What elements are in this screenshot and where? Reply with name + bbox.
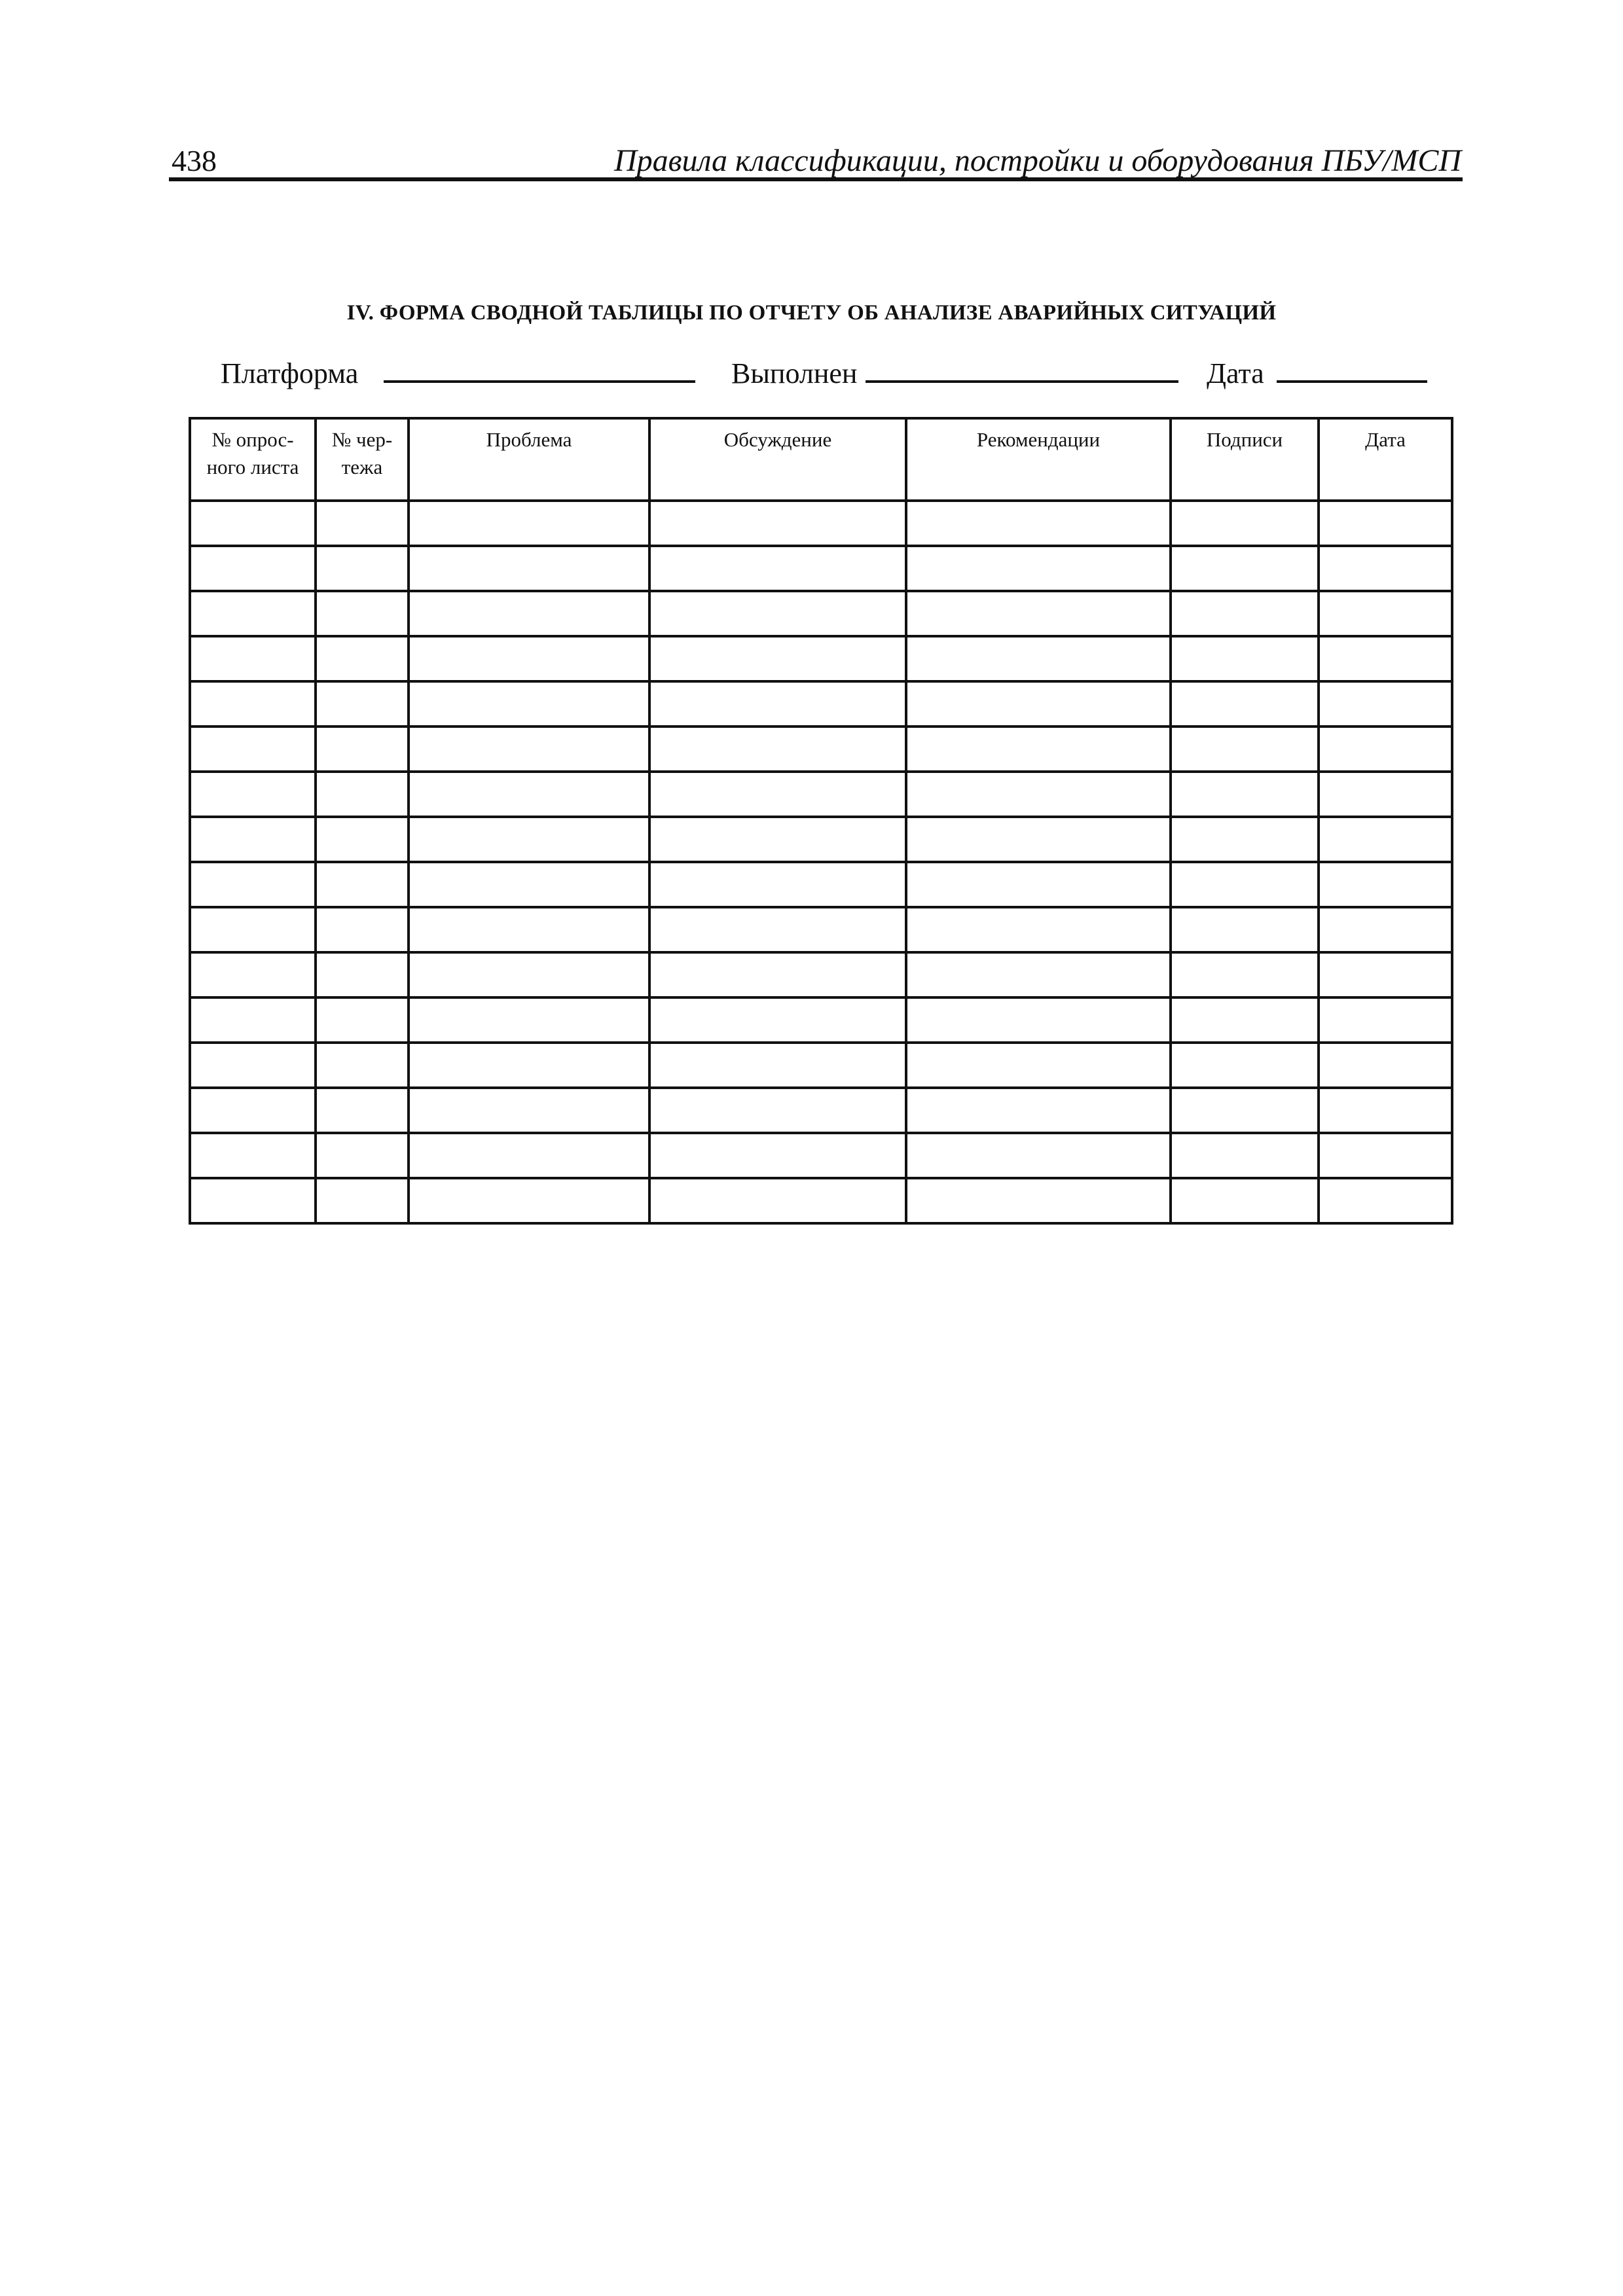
- table-cell[interactable]: [316, 591, 409, 636]
- table-cell[interactable]: [316, 501, 409, 546]
- table-cell[interactable]: [1171, 817, 1319, 862]
- table-cell[interactable]: [906, 952, 1171, 997]
- table-cell[interactable]: [1319, 952, 1452, 997]
- table-cell[interactable]: [316, 952, 409, 997]
- table-cell[interactable]: [1319, 501, 1452, 546]
- table-row: [190, 1088, 1452, 1133]
- table-cell[interactable]: [316, 1133, 409, 1178]
- table-cell[interactable]: [190, 1043, 316, 1088]
- table-row: [190, 546, 1452, 591]
- section-title: IV. ФОРМА СВОДНОЙ ТАБЛИЦЫ ПО ОТЧЕТУ ОБ АНАЛИЗЕ АВАРИЙНЫХ СИТУАЦИЙ: [346, 301, 1277, 325]
- table-cell[interactable]: [190, 1088, 316, 1133]
- table-cell[interactable]: [409, 636, 649, 681]
- table-cell[interactable]: [1319, 1043, 1452, 1088]
- table-row: [190, 997, 1452, 1043]
- table-cell[interactable]: [1319, 817, 1452, 862]
- table-cell[interactable]: [409, 997, 649, 1043]
- table-cell[interactable]: [190, 1178, 316, 1223]
- table-cell[interactable]: [649, 862, 906, 907]
- table-row: [190, 907, 1452, 952]
- table-cell[interactable]: [409, 862, 649, 907]
- table-cell[interactable]: [409, 1088, 649, 1133]
- table-cell[interactable]: [190, 636, 316, 681]
- performed-label: Выполнен: [731, 357, 858, 389]
- table-cell[interactable]: [1319, 1178, 1452, 1223]
- table-row: [190, 681, 1452, 726]
- table-cell[interactable]: [190, 862, 316, 907]
- table-cell[interactable]: [1171, 997, 1319, 1043]
- table-cell[interactable]: [409, 1043, 649, 1088]
- table-cell[interactable]: [409, 817, 649, 862]
- table-cell[interactable]: [316, 907, 409, 952]
- table-cell[interactable]: [649, 1178, 906, 1223]
- table-cell[interactable]: [190, 817, 316, 862]
- table-cell[interactable]: [1171, 862, 1319, 907]
- table-cell[interactable]: [190, 726, 316, 772]
- table-cell[interactable]: [649, 1088, 906, 1133]
- table-cell[interactable]: [906, 1178, 1171, 1223]
- table-cell[interactable]: [906, 681, 1171, 726]
- table-cell[interactable]: [649, 997, 906, 1043]
- table-cell[interactable]: [1319, 1133, 1452, 1178]
- table-cell[interactable]: [1319, 591, 1452, 636]
- table-cell[interactable]: [1171, 1133, 1319, 1178]
- table-cell[interactable]: [409, 907, 649, 952]
- table-cell[interactable]: [1319, 681, 1452, 726]
- table-row: [190, 1133, 1452, 1178]
- table-cell[interactable]: [906, 1088, 1171, 1133]
- table-cell[interactable]: [649, 591, 906, 636]
- table-cell[interactable]: [649, 952, 906, 997]
- table-cell[interactable]: [316, 817, 409, 862]
- table-cell[interactable]: [649, 546, 906, 591]
- column-header-questionnaire-no: № опрос- ного листа: [190, 418, 316, 501]
- table-cell[interactable]: [1319, 726, 1452, 772]
- table-cell[interactable]: [1171, 681, 1319, 726]
- table-header-row: [190, 418, 1452, 501]
- table-cell[interactable]: [1319, 546, 1452, 591]
- table-cell[interactable]: [316, 1043, 409, 1088]
- table-cell[interactable]: [409, 501, 649, 546]
- table-body: [190, 501, 1452, 1223]
- table-cell[interactable]: [316, 636, 409, 681]
- table-cell[interactable]: [409, 772, 649, 817]
- table-cell[interactable]: [649, 1043, 906, 1088]
- table-cell[interactable]: [190, 546, 316, 591]
- table-cell[interactable]: [409, 726, 649, 772]
- table-cell[interactable]: [906, 1043, 1171, 1088]
- table-cell[interactable]: [409, 1133, 649, 1178]
- table-cell[interactable]: [649, 636, 906, 681]
- table-cell[interactable]: [906, 546, 1171, 591]
- table-cell[interactable]: [906, 636, 1171, 681]
- table-row: [190, 501, 1452, 546]
- summary-table: [189, 417, 1453, 1225]
- table-cell[interactable]: [649, 681, 906, 726]
- table-cell[interactable]: [1319, 907, 1452, 952]
- platform-fill-line[interactable]: [384, 380, 695, 383]
- table-cell[interactable]: [906, 726, 1171, 772]
- table-cell[interactable]: [409, 591, 649, 636]
- column-header-recommendations: Рекомендации: [906, 418, 1171, 501]
- table-row: [190, 772, 1452, 817]
- table-cell[interactable]: [409, 681, 649, 726]
- column-header-drawing-no: № чер- тежа: [316, 418, 409, 501]
- table-cell[interactable]: [906, 817, 1171, 862]
- table-row: [190, 1178, 1452, 1223]
- table-cell[interactable]: [906, 997, 1171, 1043]
- table-cell[interactable]: [1171, 501, 1319, 546]
- table-cell[interactable]: [316, 726, 409, 772]
- table-cell[interactable]: [1319, 1088, 1452, 1133]
- table-cell[interactable]: [409, 952, 649, 997]
- table-cell[interactable]: [316, 862, 409, 907]
- table-cell[interactable]: [409, 546, 649, 591]
- date-fill-line[interactable]: [1277, 380, 1427, 383]
- table-cell[interactable]: [906, 862, 1171, 907]
- table-cell[interactable]: [649, 907, 906, 952]
- table-cell[interactable]: [1319, 997, 1452, 1043]
- table-cell[interactable]: [1319, 862, 1452, 907]
- table-row: [190, 817, 1452, 862]
- table-row: [190, 952, 1452, 997]
- table-cell[interactable]: [190, 681, 316, 726]
- table-cell[interactable]: [906, 772, 1171, 817]
- header-rule: [169, 177, 1463, 181]
- table-cell[interactable]: [190, 1133, 316, 1178]
- table-cell[interactable]: [316, 772, 409, 817]
- table-cell[interactable]: [190, 997, 316, 1043]
- performed-fill-line[interactable]: [866, 380, 1178, 383]
- table-cell[interactable]: [1171, 591, 1319, 636]
- table-cell[interactable]: [1171, 1178, 1319, 1223]
- table-cell[interactable]: [1171, 952, 1319, 997]
- table-cell[interactable]: [649, 1133, 906, 1178]
- table-row: [190, 591, 1452, 636]
- table-cell[interactable]: [1171, 907, 1319, 952]
- table-cell[interactable]: [190, 907, 316, 952]
- table-cell[interactable]: [409, 1178, 649, 1223]
- table-cell[interactable]: [1171, 726, 1319, 772]
- table-cell[interactable]: [316, 1178, 409, 1223]
- table-cell[interactable]: [1171, 772, 1319, 817]
- table-cell[interactable]: [1319, 636, 1452, 681]
- table-cell[interactable]: [906, 501, 1171, 546]
- table-cell[interactable]: [906, 907, 1171, 952]
- table-cell[interactable]: [906, 1133, 1171, 1178]
- table-cell[interactable]: [190, 591, 316, 636]
- column-header-discussion: Обсуждение: [649, 418, 906, 501]
- platform-label: Платформа: [221, 357, 359, 389]
- column-header-problem: Проблема: [409, 418, 649, 501]
- table-cell[interactable]: [1171, 1088, 1319, 1133]
- table-cell[interactable]: [1171, 546, 1319, 591]
- table-cell[interactable]: [190, 501, 316, 546]
- running-head-title: Правила классификации, постройки и оборудования ПБУ/МСП: [614, 143, 1461, 178]
- table-cell[interactable]: [649, 501, 906, 546]
- table-cell[interactable]: [649, 726, 906, 772]
- table-cell[interactable]: [649, 772, 906, 817]
- table-cell[interactable]: [1319, 772, 1452, 817]
- table-cell[interactable]: [1171, 636, 1319, 681]
- table-cell[interactable]: [906, 591, 1171, 636]
- table-row: [190, 1043, 1452, 1088]
- table-cell[interactable]: [316, 997, 409, 1043]
- table-cell[interactable]: [316, 1088, 409, 1133]
- table-cell[interactable]: [316, 546, 409, 591]
- table-row: [190, 726, 1452, 772]
- table-cell[interactable]: [1171, 1043, 1319, 1088]
- date-label: Дата: [1207, 357, 1264, 389]
- table-cell[interactable]: [190, 952, 316, 997]
- table-cell[interactable]: [190, 772, 316, 817]
- column-header-date: Дата: [1319, 418, 1452, 501]
- table-cell[interactable]: [316, 681, 409, 726]
- table-cell[interactable]: [649, 817, 906, 862]
- column-header-signatures: Подписи: [1171, 418, 1319, 501]
- table-row: [190, 636, 1452, 681]
- table-row: [190, 862, 1452, 907]
- page-number: 438: [172, 144, 217, 177]
